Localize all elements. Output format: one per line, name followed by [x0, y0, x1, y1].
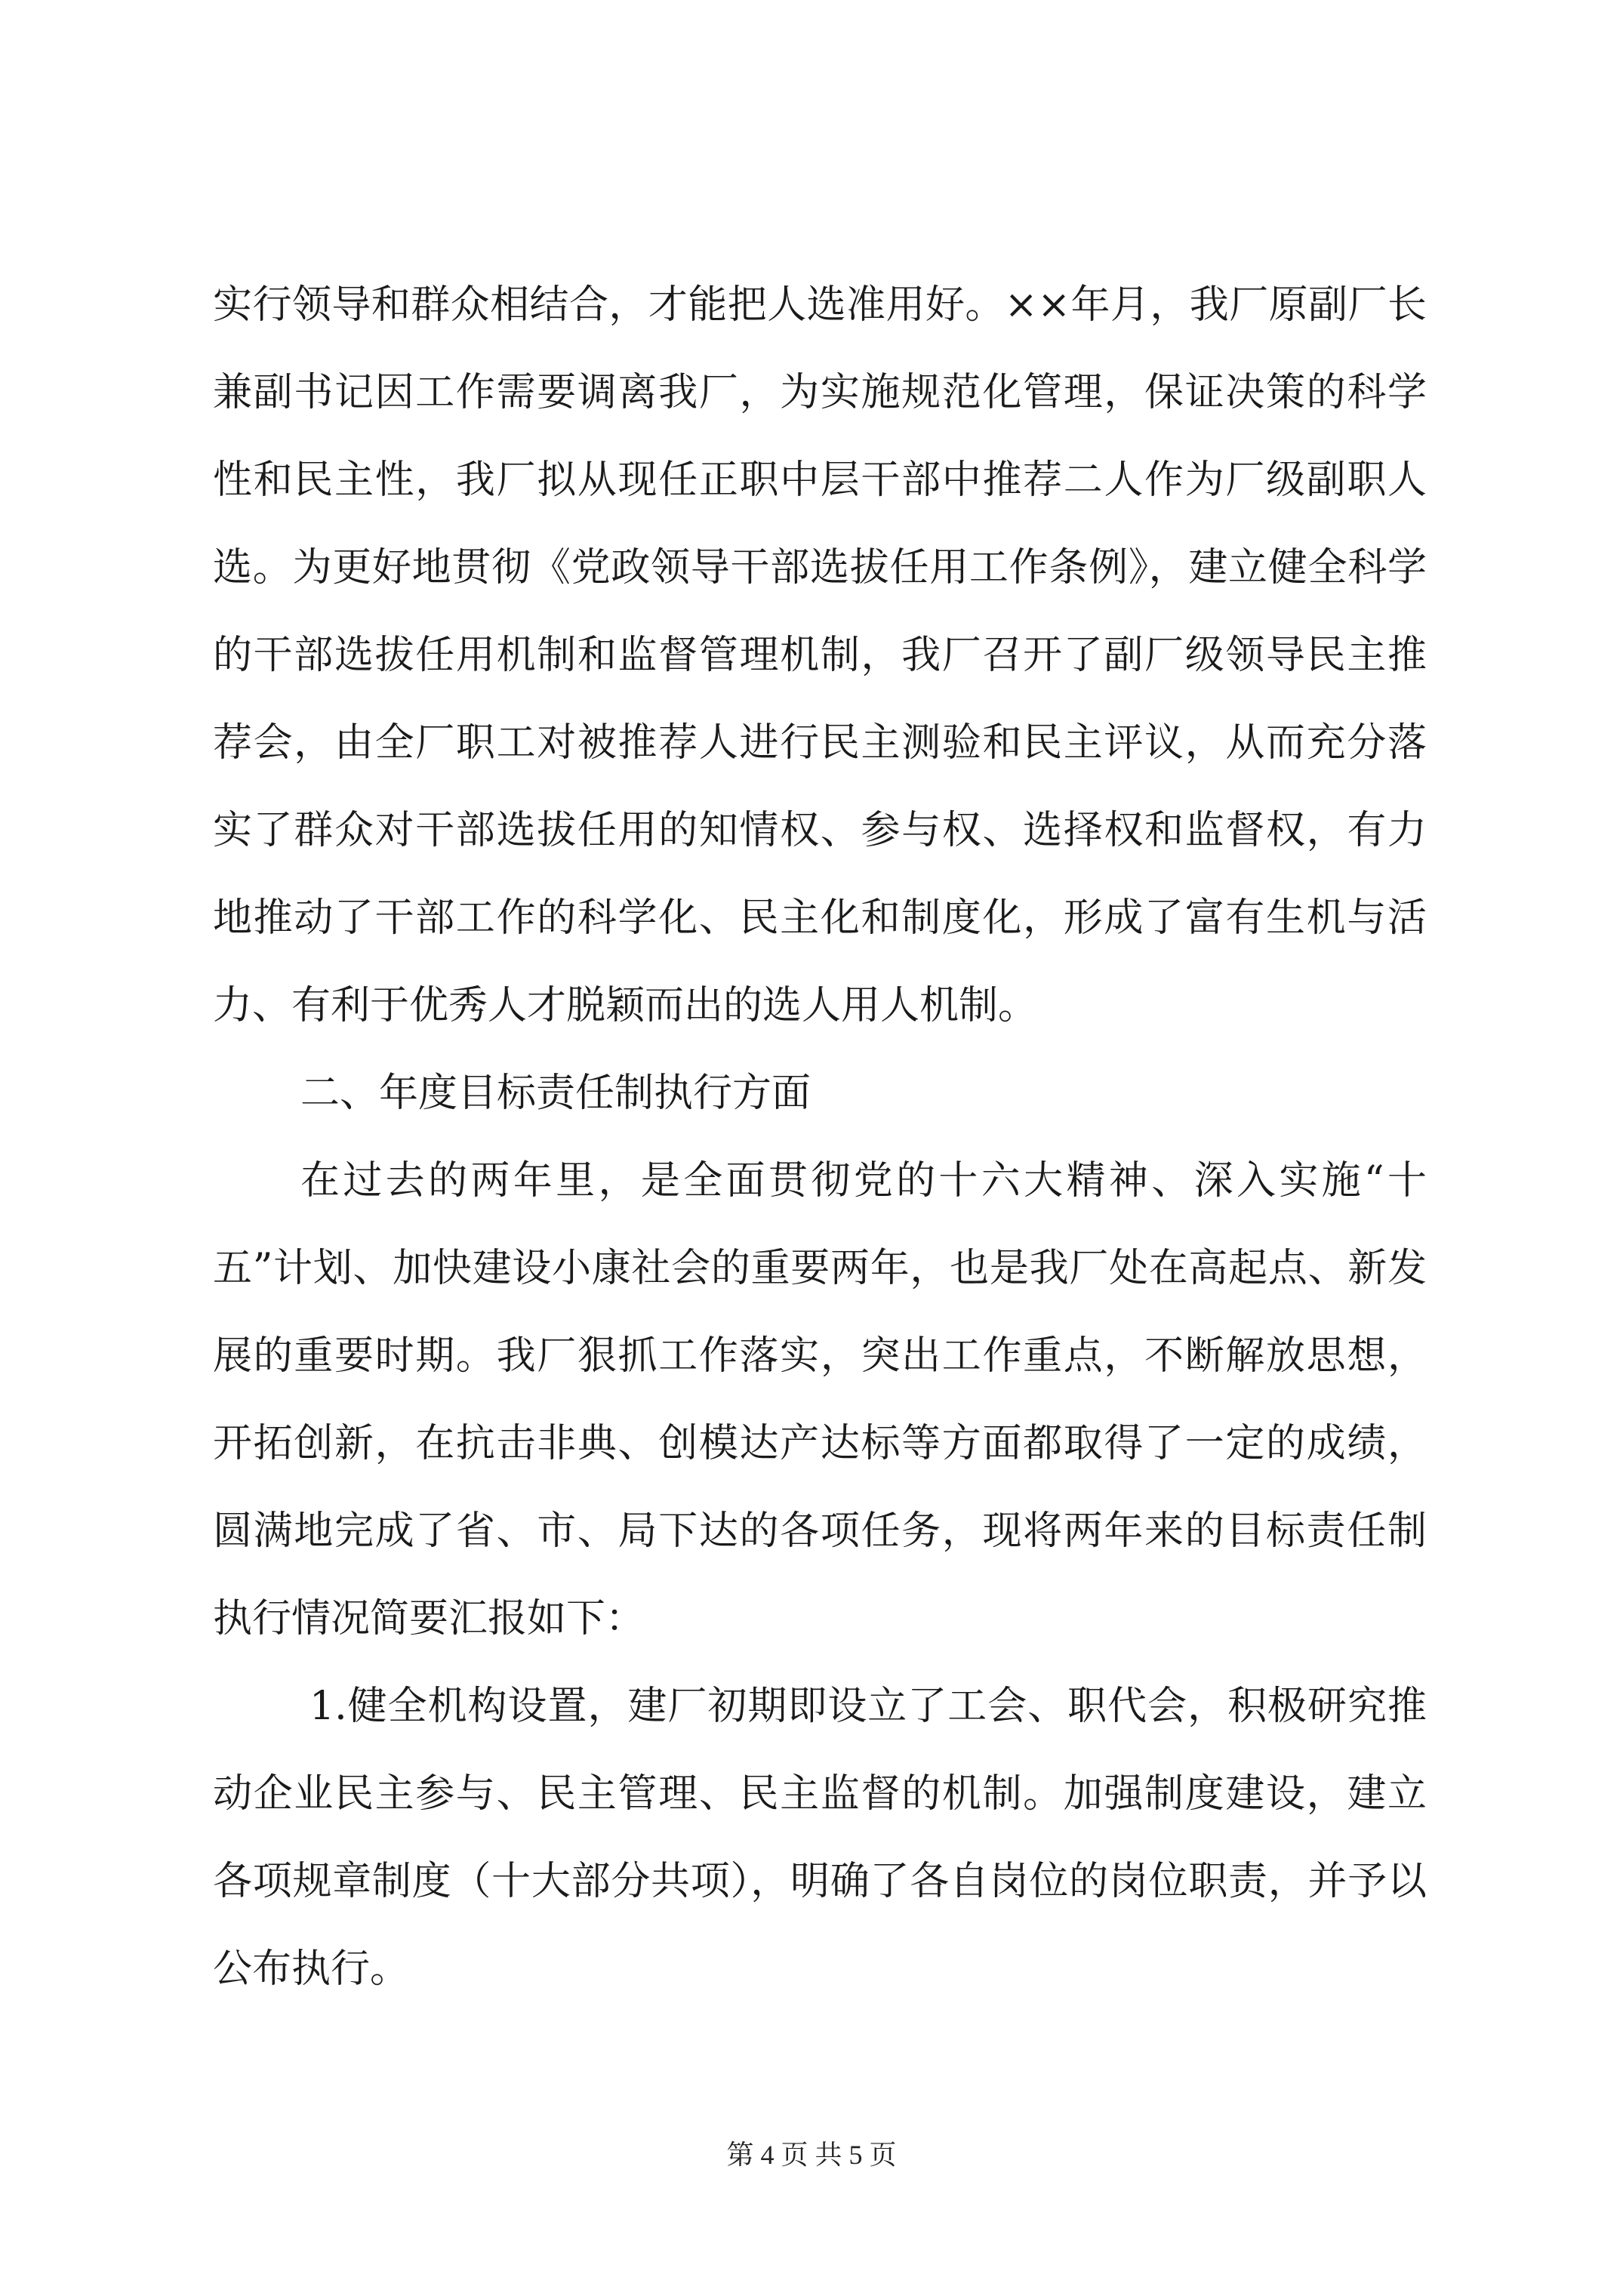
list-item-paragraph: 1.健全机构设置，建厂初期即设立了工会、职代会，积极研究推动企业民主参与、民主管理、民主监督的机制。加强制度建设，建立各项规章制度（十大部分共项），明确了各自岗位的岗位职责，并予以公布执行。 — [213, 1684, 1427, 1992]
paragraph: 在过去的两年里，是全面贯彻党的十六大精神、深入实施“十五”计划、加快建设小康社会的重要两年，也是我厂处在高起点、新发展的重要时期。我厂狠抓工作落实，突出工作重点，不断解放思想，开拓创新，在抗击非典、创模达产达标等方面都取得了一定的成绩，圆满地完成了省、市、局下达的各项任务，现将两年来的目标责任制执行情况简要汇报如下： — [213, 1158, 1427, 1641]
page-footer: 第 4 页 共 5 页 — [726, 2140, 897, 2170]
document-body — [213, 261, 1427, 2013]
section-heading: 二、年度目标责任制执行方面 — [300, 1071, 812, 1116]
paragraph-continuation: 实行领导和群众相结合，才能把人选准用好。××年月，我厂原副厂长兼副书记因工作需要调离我厂，为实施规范化管理，保证决策的科学性和民主性，我厂拟从现任正职中层干部中推荐二人作为厂级副职人选。为更好地贯彻《党政领导干部选拔任用工作条例》，建立健全科学的干部选拔任用机制和监督管理机制，我厂召开了副厂级领导民主推荐会，由全厂职工对被推荐人进行民主测验和民主评议，从而充分落实了群众对干部选拔任用的知情权、参与权、选择权和监督权，有力地推动了干部工作的科学化、民主化和制度化，形成了富有生机与活力、有利于优秀人才脱颖而出的选人用人机制。 — [213, 282, 1427, 1028]
